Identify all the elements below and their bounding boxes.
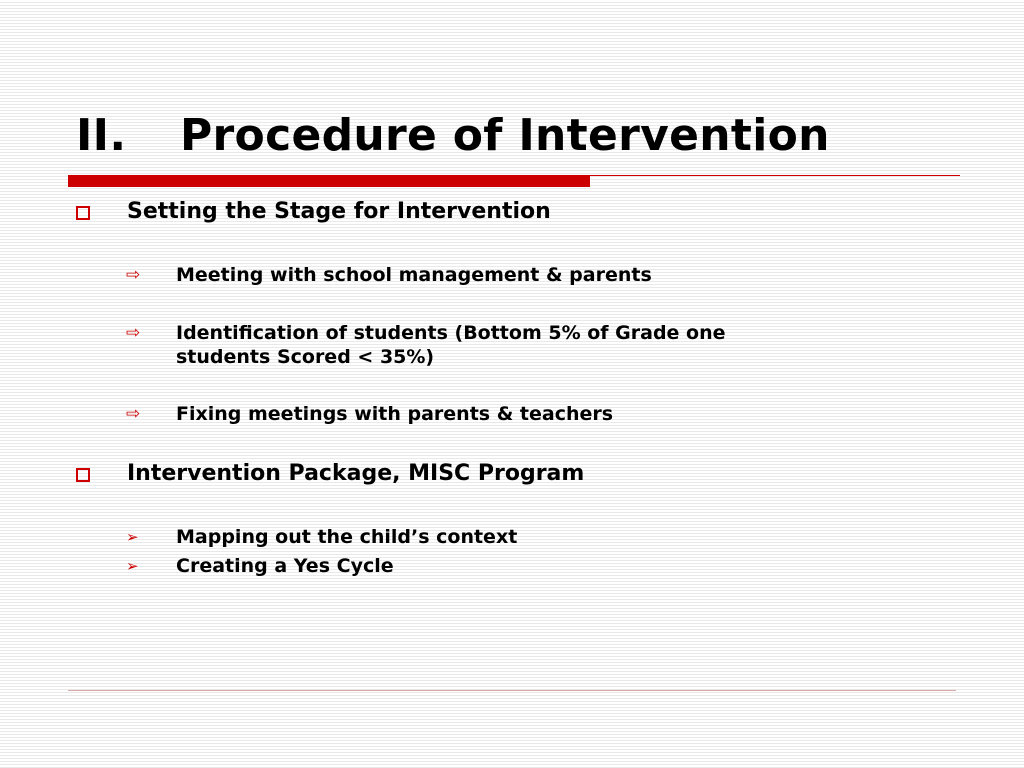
title-underline-thin — [590, 175, 960, 176]
outlined-arrow-icon: ⇨ — [126, 404, 141, 424]
sub-bullet-text-continued: students Scored < 35%) — [176, 346, 435, 368]
sub-bullet-text: Mapping out the child’s context — [176, 526, 518, 548]
slide-title — [76, 108, 830, 164]
sub-bullet-text: Identification of students (Bottom 5% of Grade one — [176, 322, 726, 344]
arrowhead-icon: ➢ — [126, 557, 139, 575]
hollow-square-icon — [76, 206, 90, 220]
arrowhead-icon: ➢ — [126, 528, 139, 546]
title-text: Procedure of Intervention — [180, 110, 830, 161]
section-heading: Setting the Stage for Intervention — [127, 199, 551, 224]
section-heading: Intervention Package, MISC Program — [127, 461, 585, 486]
sub-bullet-text: Creating a Yes Cycle — [176, 555, 394, 577]
hollow-square-icon — [76, 468, 90, 482]
sub-bullet-text: Meeting with school management & parents — [176, 264, 652, 286]
footer-divider — [68, 690, 956, 691]
outlined-arrow-icon: ⇨ — [126, 265, 141, 285]
title-number: II. — [76, 110, 127, 161]
title-underline-thick — [68, 175, 590, 187]
outlined-arrow-icon: ⇨ — [126, 323, 141, 343]
sub-bullet-text: Fixing meetings with parents & teachers — [176, 403, 614, 425]
